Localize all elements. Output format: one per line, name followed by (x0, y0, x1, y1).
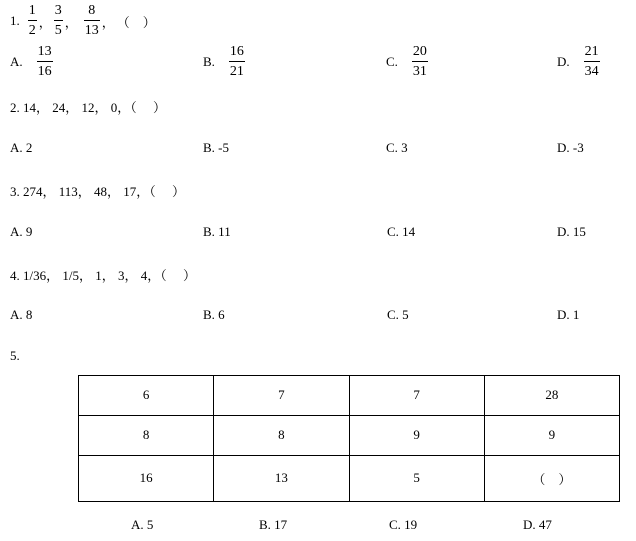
grid-cell-blank: （ ） (484, 455, 619, 501)
q2-option-c[interactable]: C. 3 (386, 140, 408, 155)
grid-cell: 16 (79, 455, 214, 501)
grid-cell: 8 (79, 415, 214, 455)
grid-cell: 9 (349, 415, 484, 455)
q2-option-d[interactable]: D. -3 (557, 140, 584, 155)
q3-option-c[interactable]: C. 14 (387, 224, 416, 239)
question-2-stem: 2. 14， 24， 12， 0，（ ） (10, 100, 167, 115)
q2-option-b[interactable]: B. -5 (203, 140, 229, 155)
q2-option-a[interactable]: A. 2 (10, 140, 33, 155)
q5-option-c[interactable]: C. 19 (389, 517, 418, 532)
grid-cell: 28 (484, 376, 619, 416)
q5-number-grid (78, 375, 620, 502)
grid-cell: 6 (79, 376, 214, 416)
q1-separator: ， (101, 14, 115, 30)
grid-cell: 9 (484, 415, 619, 455)
q1-option-c-fraction: $\frac{20}{31}$ (412, 44, 427, 79)
table-row (79, 455, 620, 501)
question-5-number: 5. (10, 348, 20, 363)
question-1-number: 1. (10, 13, 20, 28)
q1-option-b-fraction: $\frac{16}{21}$ (229, 44, 244, 79)
q4-option-a[interactable]: A. 8 (10, 307, 33, 322)
q3-option-b[interactable]: B. 11 (203, 224, 231, 239)
q1-seq-fraction-3: $\frac{8}{13}$ (84, 3, 99, 38)
q5-option-a[interactable]: A. 5 (131, 517, 154, 532)
q1-option-d-fraction: $\frac{21}{34}$ (584, 44, 599, 79)
table-row (79, 376, 620, 416)
question-1-stem (10, 4, 156, 38)
q1-seq-fraction-1: $\frac{1}{2}$ (28, 3, 36, 38)
q1-separator: ， (38, 14, 52, 30)
q1-separator: ， (64, 14, 78, 30)
q3-option-a[interactable]: A. 9 (10, 224, 33, 239)
q4-option-c[interactable]: C. 5 (387, 307, 409, 322)
q1-blank: （ ） (116, 14, 156, 30)
question-4-stem: 4. 1/36， 1/5， 1， 3， 4，（ ） (10, 268, 196, 283)
q1-seq-fraction-2: $\frac{3}{5}$ (54, 3, 62, 38)
question-3-stem: 3. 274， 113， 48， 17，（ ） (10, 184, 186, 199)
q1-option-c[interactable]: C. $\frac{20}{31}$ (386, 44, 427, 79)
q4-option-d[interactable]: D. 1 (557, 307, 580, 322)
grid-cell: 7 (349, 376, 484, 416)
table-row (79, 415, 620, 455)
grid-cell: 8 (214, 415, 349, 455)
q1-option-a-fraction: $\frac{13}{16}$ (37, 44, 52, 79)
grid-cell: 13 (214, 455, 349, 501)
q5-option-d[interactable]: D. 47 (523, 517, 552, 532)
q1-option-a[interactable]: A. $\frac{13}{16}$ (10, 44, 52, 79)
grid-cell: 5 (349, 455, 484, 501)
grid-cell: 7 (214, 376, 349, 416)
q1-option-b[interactable]: B. $\frac{16}{21}$ (203, 44, 244, 79)
q4-option-b[interactable]: B. 6 (203, 307, 225, 322)
q3-option-d[interactable]: D. 15 (557, 224, 586, 239)
q1-option-d[interactable]: D. $\frac{21}{34}$ (557, 44, 599, 79)
q5-option-b[interactable]: B. 17 (259, 517, 288, 532)
